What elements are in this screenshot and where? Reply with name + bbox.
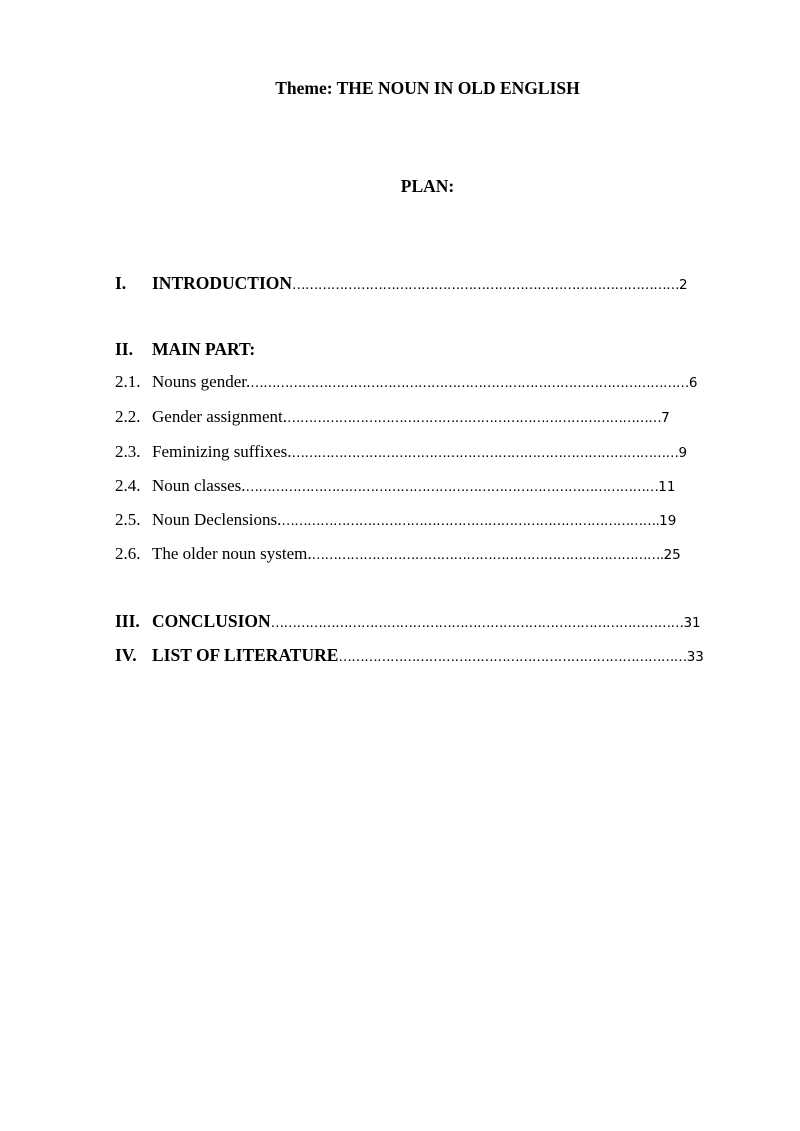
toc-entry-nouns-gender	[115, 370, 697, 394]
toc-page-number: 7	[661, 410, 670, 426]
toc-entry-number: 2.4.	[115, 476, 141, 495]
toc-entry-label: CONCLUSION	[152, 611, 271, 631]
toc-entry-noun-declensions	[115, 508, 676, 532]
toc-dot-leader: ………………………………………………………………………	[338, 649, 687, 665]
toc-entry-number: III.	[115, 611, 140, 631]
toc-page-number: 2	[679, 277, 688, 293]
toc-entry-label: Noun classes.	[152, 476, 246, 495]
toc-entry-number: II.	[115, 339, 133, 359]
toc-dot-leader: ………………………………………………………………………………	[291, 445, 679, 461]
toc-entry-number: IV.	[115, 645, 137, 665]
toc-dot-leader: …………………………………………………………………………….	[281, 513, 660, 529]
toc-entry-number: 2.1.	[115, 372, 141, 391]
toc-entry-gender-assignment	[115, 405, 670, 429]
toc-dot-leader: ……………………………………………………………………………………	[245, 479, 659, 495]
toc-entry-introduction	[115, 271, 688, 295]
toc-entry-label: Noun Declensions.	[152, 510, 282, 529]
toc-page-number: 6	[688, 375, 698, 391]
toc-dot-leader: …………………………………………………………………………………………	[250, 375, 689, 391]
toc-entry-number: 2.5.	[115, 510, 141, 529]
toc-dot-leader: ……………………………………………………………………….	[311, 547, 664, 563]
toc-entry-number: 2.6.	[115, 544, 141, 563]
toc-entry-number: I.	[115, 273, 127, 293]
toc-page-number: 31	[683, 615, 701, 631]
toc-page-number: 9	[678, 445, 688, 461]
toc-entry-list-of-literature	[115, 643, 704, 667]
toc-entry-feminizing-suffixes	[115, 440, 687, 464]
plan-heading: PLAN:	[400, 176, 455, 196]
toc-entry-label: MAIN PART:	[152, 339, 256, 359]
toc-entry-main-part	[115, 337, 255, 361]
toc-entry-label: Gender assignment.	[152, 407, 288, 426]
document-theme-title: Theme: THE NOUN IN OLD ENGLISH	[275, 78, 580, 98]
toc-dot-leader: ……………………………………………………………………………………	[270, 615, 684, 631]
toc-entry-conclusion	[115, 609, 701, 633]
toc-dot-leader: ……………………………………………………………………………	[287, 410, 662, 426]
toc-entry-label: INTRODUCTION	[152, 273, 293, 293]
toc-entry-label: Nouns gender.	[152, 372, 251, 391]
toc-entry-older-noun-system	[115, 542, 681, 566]
toc-dot-leader: ………………………………………………………………………………	[292, 277, 680, 293]
toc-page-number: 33	[686, 649, 704, 665]
toc-entry-label: The older noun system.	[152, 544, 312, 563]
toc-entry-number: 2.2.	[115, 407, 141, 426]
toc-entry-number: 2.3.	[115, 442, 141, 461]
toc-entry-label: Feminizing suffixes.	[152, 442, 292, 461]
toc-page-number: 11	[658, 479, 676, 495]
toc-entry-noun-classes	[115, 474, 675, 498]
toc-entry-label: LIST OF LITERATURE	[152, 645, 339, 665]
toc-page-number: 25	[663, 547, 681, 563]
toc-page-number: 19	[659, 513, 677, 529]
